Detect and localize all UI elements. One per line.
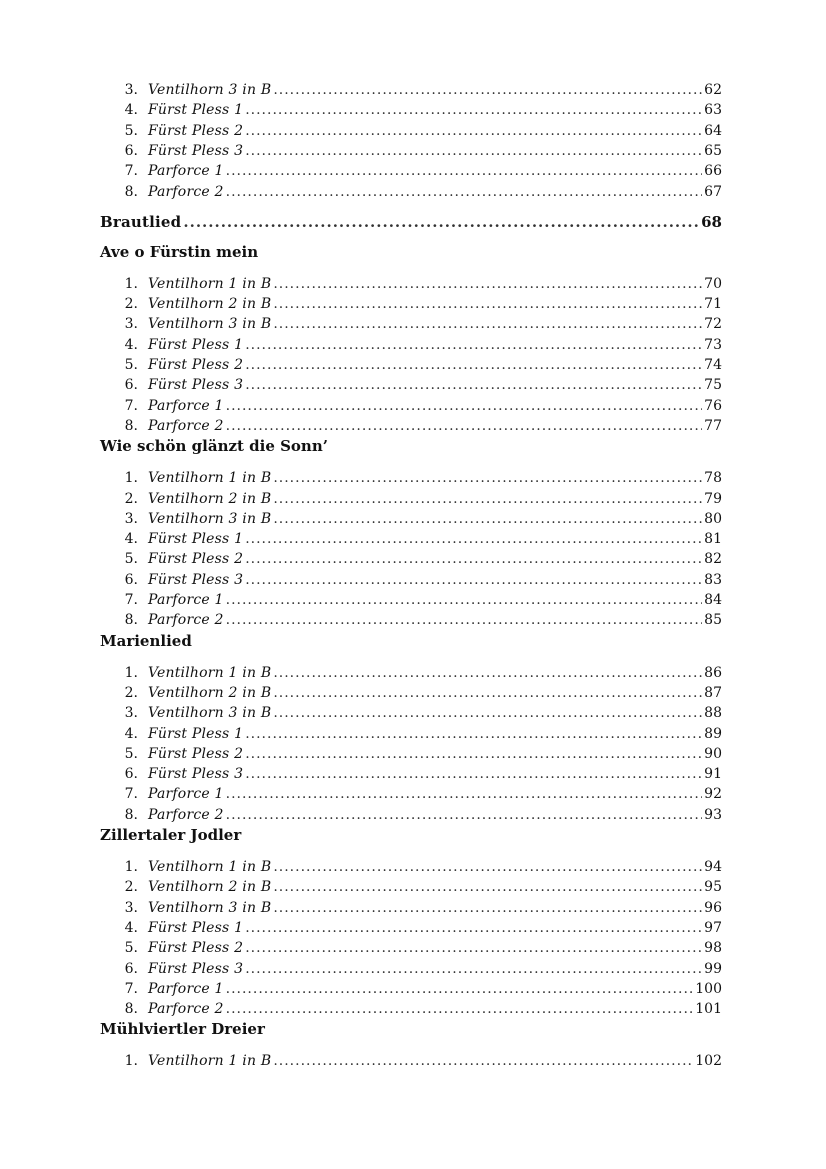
toc-entry [0,703,826,723]
entry-number: 2. [124,296,138,313]
entry-page-number: 89 [704,725,722,742]
entry-title: Fürst Pless 1 [148,102,244,119]
entry-number: 4. [124,531,138,548]
dot-leader [245,570,702,590]
entry-title: Fürst Pless 2 [148,940,244,957]
dot-leader [273,489,702,509]
entry-line [148,918,722,938]
dot-leader [273,468,702,488]
toc-heading [0,825,826,845]
entry-page-number: 74 [704,357,722,373]
entry-number: 7. [124,163,138,180]
entry-title: Ventilhorn 3 in B [148,316,272,333]
dot-leader [226,161,703,181]
entry-number: 1. [124,664,138,681]
entry-page-number: 92 [704,786,722,803]
toc-entry [0,468,826,488]
entry-line [148,161,722,181]
dot-leader [226,396,703,416]
entry-line [148,468,722,488]
toc-entry [0,744,826,764]
toc-section-entry [0,212,826,232]
entry-number: 6. [124,142,138,159]
entry-line [148,396,722,416]
entry-page-number: 72 [704,316,722,333]
toc-entry [0,335,826,355]
entry-page-number: 96 [704,899,722,916]
entry-page-number: 63 [704,102,722,119]
entry-number: 2. [124,879,138,896]
toc-heading [0,631,826,651]
dot-leader [245,141,702,161]
section-title: Brautlied [100,212,182,231]
dot-leader [226,979,694,999]
entry-title: Fürst Pless 1 [148,336,244,353]
toc-entry [0,979,826,999]
entry-line [148,1051,722,1071]
entry-number: 7. [124,786,138,803]
entry-line [148,121,722,141]
entry-page-number: 78 [704,470,722,487]
dot-leader [245,375,702,395]
entry-title: Ventilhorn 2 in B [148,879,272,896]
entry-number: 5. [124,551,138,568]
toc-entry [0,182,826,202]
entry-line [148,274,722,294]
dot-leader [245,355,702,375]
toc-entry [0,570,826,590]
dot-leader [245,549,702,569]
entry-number: 4. [124,725,138,742]
toc-entry [0,141,826,161]
dot-leader [245,938,702,958]
entry-page-number: 98 [704,940,722,957]
entry-line [148,999,722,1019]
entry-line [148,375,722,395]
entry-title: Ventilhorn 2 in B [148,296,272,313]
entry-page-number: 95 [704,879,722,896]
entry-number: 8. [124,1001,138,1018]
dot-leader [226,610,703,630]
entry-line [148,744,722,764]
entry-line [148,549,722,569]
toc-entry [0,683,826,703]
toc-heading [0,436,826,456]
entry-title: Parforce 2 [148,806,224,823]
entry-line [148,355,722,375]
toc-entry [0,724,826,744]
section-line [100,212,722,232]
entry-title: Ventilhorn 1 in B [148,859,272,875]
entry-number: 3. [124,705,138,722]
toc-entry [0,355,826,375]
entry-number: 2. [124,684,138,701]
dot-leader [245,959,702,979]
entry-number: 1. [124,859,138,875]
toc-entry [0,294,826,314]
toc-entry [0,663,826,683]
entry-page-number: 71 [704,296,722,313]
entry-page-number: 64 [704,122,722,139]
dot-leader [273,274,702,294]
dot-leader [273,877,702,897]
entry-page-number: 83 [704,571,722,588]
entry-page-number: 93 [704,806,722,823]
entry-page-number: 73 [704,336,722,353]
entry-number: 8. [124,806,138,823]
entry-number: 6. [124,571,138,588]
entry-page-number: 88 [704,705,722,722]
entry-line [148,898,722,918]
entry-title: Fürst Pless 2 [148,551,244,568]
entry-title: Fürst Pless 3 [148,142,244,159]
entry-page-number: 81 [704,531,722,548]
entry-line [148,100,722,120]
dot-leader [245,918,702,938]
entry-line [148,570,722,590]
entry-title: Fürst Pless 3 [148,960,244,977]
toc-entry [0,80,826,100]
entry-title: Ventilhorn 3 in B [148,82,272,98]
entry-page-number: 80 [704,510,722,527]
entry-line [148,938,722,958]
entry-title: Parforce 2 [148,417,224,434]
dot-leader [226,805,703,825]
toc-entry [0,161,826,181]
toc-entry [0,918,826,938]
toc-entry [0,805,826,825]
entry-title: Parforce 2 [148,183,224,200]
entry-title: Fürst Pless 3 [148,766,244,783]
toc-entry [0,100,826,120]
entry-number: 1. [124,470,138,487]
entry-title: Fürst Pless 2 [148,357,244,373]
entry-line [148,314,722,334]
toc-entry [0,857,826,877]
dot-leader [245,100,702,120]
entry-line [148,529,722,549]
entry-page-number: 99 [704,960,722,977]
entry-title: Parforce 2 [148,1001,224,1018]
entry-page-number: 86 [704,664,722,681]
entry-number: 4. [124,919,138,936]
entry-title: Fürst Pless 1 [148,919,244,936]
entry-number: 7. [124,397,138,414]
toc-entry [0,764,826,784]
song-heading: Wie schön glänzt die Sonn’ [100,437,328,456]
song-heading: Ave o Fürstin mein [100,242,259,261]
entry-page-number: 65 [704,142,722,159]
entry-number: 3. [124,899,138,916]
section-page-number: 68 [701,212,722,231]
entry-number: 3. [124,82,138,98]
entry-page-number: 90 [704,745,722,762]
song-heading: Zillertaler Jodler [100,826,242,844]
entry-title: Parforce 1 [148,980,224,997]
toc-entry [0,274,826,294]
entry-number: 5. [124,122,138,139]
entry-line [148,724,722,744]
toc-entry [0,549,826,569]
entry-title: Parforce 1 [148,397,224,414]
entry-title: Parforce 1 [148,786,224,803]
entry-title: Ventilhorn 3 in B [148,899,272,916]
dot-leader [273,857,702,877]
toc-entry [0,610,826,630]
entry-title: Ventilhorn 2 in B [148,684,272,701]
entry-title: Ventilhorn 3 in B [148,510,272,527]
entry-page-number: 84 [704,592,722,608]
entry-line [148,805,722,825]
entry-number: 7. [124,980,138,997]
dot-leader [226,784,703,804]
dot-leader [273,663,702,683]
entry-line [148,857,722,877]
entry-line [148,416,722,436]
dot-leader [273,683,702,703]
entry-page-number: 67 [704,183,722,200]
entry-page-number: 75 [704,377,722,394]
entry-line [148,489,722,509]
dot-leader [273,294,702,314]
entry-line [148,509,722,529]
entry-page-number: 100 [695,980,722,997]
dot-leader [226,416,703,436]
entry-title: Ventilhorn 1 in B [148,470,272,487]
entry-number: 1. [124,275,138,292]
dot-leader [226,999,694,1019]
entry-number: 8. [124,183,138,200]
entry-title: Parforce 2 [148,612,224,629]
song-heading: Mühlviertler Dreier [100,1020,265,1039]
entry-line [148,294,722,314]
entry-title: Fürst Pless 1 [148,531,244,548]
dot-leader [273,80,702,100]
entry-title: Ventilhorn 1 in B [148,664,272,681]
toc-entry [0,784,826,804]
dot-leader [273,898,702,918]
entry-number: 6. [124,377,138,394]
toc-entry [0,590,826,610]
toc-entry [0,938,826,958]
entry-title: Fürst Pless 3 [148,377,244,394]
entry-line [148,979,722,999]
entry-line [148,335,722,355]
entry-page-number: 82 [704,551,722,568]
entry-line [148,182,722,202]
dot-leader [245,121,702,141]
toc-entry [0,509,826,529]
toc-heading [0,1019,826,1039]
dot-leader [273,1051,693,1071]
entry-page-number: 101 [695,1001,722,1018]
dot-leader [273,509,702,529]
entry-title: Fürst Pless 2 [148,122,244,139]
entry-page-number: 62 [704,82,722,98]
entry-number: 6. [124,766,138,783]
toc-entry [0,416,826,436]
toc-entry [0,877,826,897]
toc-heading [0,242,826,262]
entry-page-number: 79 [704,490,722,507]
entry-line [148,610,722,630]
entry-number: 4. [124,102,138,119]
entry-title: Ventilhorn 1 in B [148,1053,272,1070]
dot-leader [273,314,702,334]
entry-line [148,764,722,784]
entry-title: Ventilhorn 2 in B [148,490,272,507]
entry-page-number: 94 [704,859,722,875]
entry-number: 8. [124,612,138,629]
dot-leader [226,590,703,610]
entry-page-number: 97 [704,919,722,936]
entry-number: 3. [124,510,138,527]
dot-leader [183,212,699,232]
toc-entry [0,121,826,141]
dot-leader [273,703,702,723]
entry-number: 4. [124,336,138,353]
entry-line [148,590,722,610]
entry-number: 5. [124,940,138,957]
entry-number: 5. [124,745,138,762]
entry-number: 6. [124,960,138,977]
dot-leader [245,529,702,549]
toc-entry [0,898,826,918]
dot-leader [245,764,702,784]
toc-entry [0,1051,826,1071]
entry-number: 3. [124,316,138,333]
toc-entry [0,529,826,549]
toc-entry [0,999,826,1019]
dot-leader [245,724,702,744]
entry-title: Fürst Pless 3 [148,571,244,588]
entry-line [148,683,722,703]
entry-title: Parforce 1 [148,592,224,608]
entry-page-number: 77 [704,417,722,434]
entry-number: 8. [124,417,138,434]
entry-number: 5. [124,357,138,373]
entry-line [148,663,722,683]
entry-page-number: 85 [704,612,722,629]
entry-line [148,703,722,723]
entry-page-number: 70 [704,275,722,292]
dot-leader [226,182,703,202]
entry-number: 7. [124,592,138,608]
entry-number: 1. [124,1053,138,1070]
dot-leader [245,744,702,764]
song-heading: Marienlied [100,631,192,650]
entry-line [148,877,722,897]
entry-page-number: 91 [704,766,722,783]
toc-entry [0,489,826,509]
entry-line [148,80,722,100]
dot-leader [245,335,702,355]
entry-number: 2. [124,490,138,507]
entry-title: Fürst Pless 1 [148,725,244,742]
toc-entry [0,375,826,395]
entry-line [148,784,722,804]
entry-title: Ventilhorn 1 in B [148,275,272,292]
entry-page-number: 87 [704,684,722,701]
entry-page-number: 76 [704,397,722,414]
entry-line [148,959,722,979]
toc-entry [0,396,826,416]
toc-entry [0,314,826,334]
entry-page-number: 102 [695,1053,722,1070]
toc-entry [0,959,826,979]
entry-title: Fürst Pless 2 [148,745,244,762]
entry-page-number: 66 [704,163,722,180]
entry-line [148,141,722,161]
entry-title: Ventilhorn 3 in B [148,705,272,722]
entry-title: Parforce 1 [148,163,224,180]
